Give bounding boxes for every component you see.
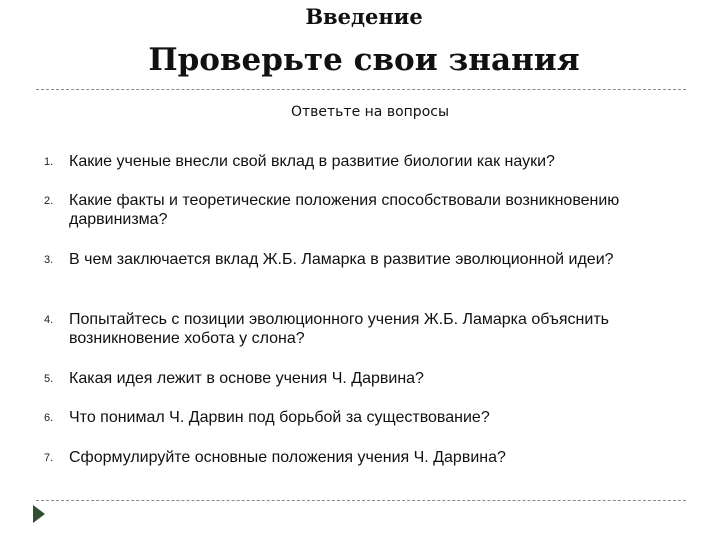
question-text: Какая идея лежит в основе учения Ч. Дарвина? — [69, 370, 424, 387]
question-number: 3. — [44, 254, 54, 266]
question-number: 2. — [44, 195, 54, 207]
question-number: 4. — [44, 314, 54, 326]
bottom-divider — [36, 500, 686, 501]
play-arrow-icon[interactable] — [32, 504, 46, 524]
question-text: В чем заключается вклад Ж.Б. Ламарка в развитие эволюционной идеи? — [69, 251, 614, 268]
top-divider — [36, 89, 686, 90]
question-number: 7. — [44, 452, 54, 464]
question-number: 6. — [44, 412, 54, 424]
play-arrow-shape — [33, 505, 45, 523]
question-number: 1. — [44, 156, 54, 168]
subtitle: Ответьте на вопросы — [290, 104, 450, 120]
page-title: Проверьте свои знания — [148, 42, 580, 78]
section-title: Введение — [305, 4, 423, 29]
question-text: Попытайтесь с позиции эволюционного учения Ж.Б. Ламарка объяснить возникновение хобота у слона? — [69, 311, 609, 347]
question-text: Какие факты и теоретические положения способствовали возникновению дарвинизма? — [69, 192, 620, 228]
question-text: Что понимал Ч. Дарвин под борьбой за существование? — [69, 409, 490, 426]
question-text: Какие ученые внесли свой вклад в развитие биологии как науки? — [69, 153, 555, 170]
question-text: Сформулируйте основные положения учения Ч. Дарвина? — [69, 449, 506, 466]
question-number: 5. — [44, 373, 54, 385]
